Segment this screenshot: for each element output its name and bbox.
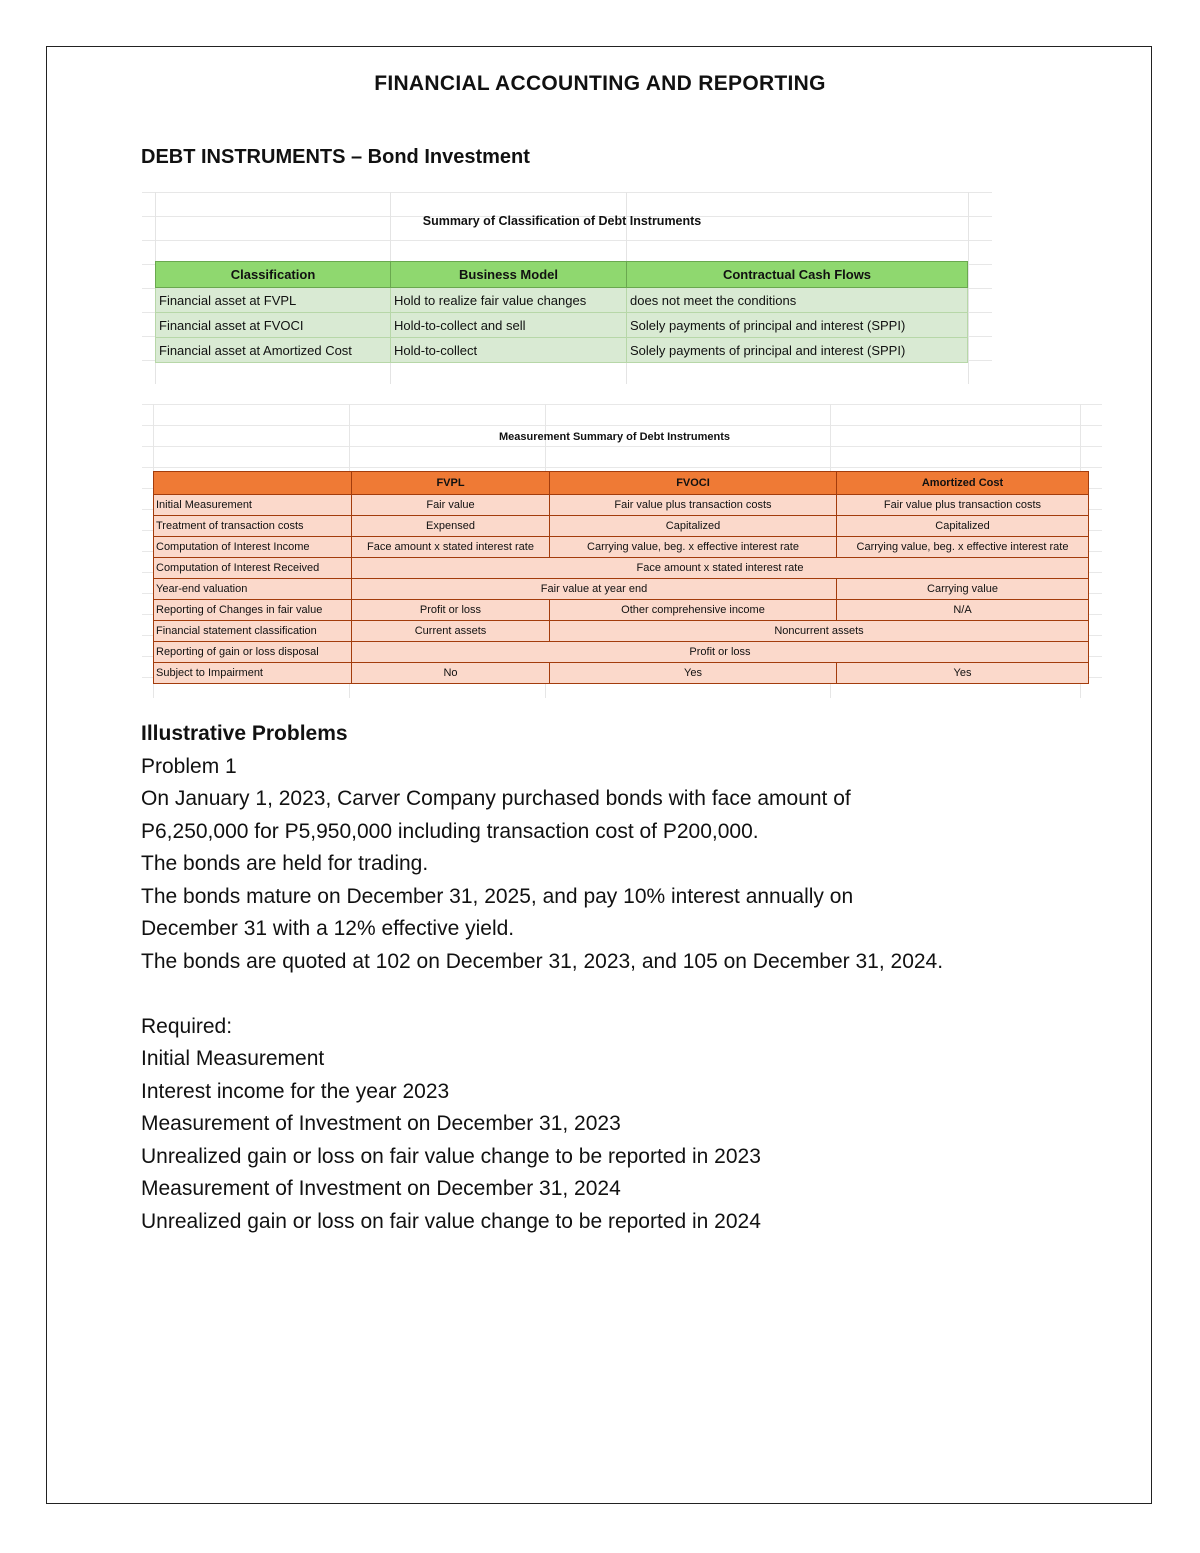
table-cell: No bbox=[352, 663, 550, 684]
classification-caption: Summary of Classification of Debt Instruments bbox=[422, 214, 702, 228]
measurement-sheet bbox=[142, 404, 1102, 698]
table-cell: Current assets bbox=[352, 621, 550, 642]
row-label: Treatment of transaction costs bbox=[154, 516, 352, 537]
table-cell: Face amount x stated interest rate bbox=[352, 558, 1089, 579]
table-row bbox=[154, 558, 1089, 579]
row-label: Reporting of Changes in fair value bbox=[154, 600, 352, 621]
required-item: Initial Measurement bbox=[141, 1047, 325, 1070]
table-cell: Financial asset at FVOCI bbox=[156, 313, 391, 338]
column-header: FVPL bbox=[352, 472, 550, 495]
row-label: Computation of Interest Received bbox=[154, 558, 352, 579]
table-row bbox=[154, 537, 1089, 558]
table-cell: Capitalized bbox=[550, 516, 837, 537]
row-label: Reporting of gain or loss disposal bbox=[154, 642, 352, 663]
problem-line: On January 1, 2023, Carver Company purchased bonds with face amount of bbox=[141, 787, 851, 810]
table-cell: Financial asset at Amortized Cost bbox=[156, 338, 391, 363]
column-header: Amortized Cost bbox=[837, 472, 1089, 495]
problem-line: December 31 with a 12% effective yield. bbox=[141, 917, 515, 940]
table-row bbox=[154, 495, 1089, 516]
problem-line: The bonds mature on December 31, 2025, and pay 10% interest annually on bbox=[141, 884, 854, 908]
column-header bbox=[154, 472, 352, 495]
row-label: Subject to Impairment bbox=[154, 663, 352, 684]
table-row bbox=[154, 642, 1089, 663]
required-item: Unrealized gain or loss on fair value change to be reported in 2024 bbox=[141, 1209, 761, 1233]
column-header: Classification bbox=[156, 262, 391, 288]
table-row bbox=[156, 338, 968, 363]
measurement-table bbox=[153, 471, 1089, 684]
table-cell: Profit or loss bbox=[352, 642, 1089, 663]
table-cell: Solely payments of principal and interest (SPPI) bbox=[627, 338, 968, 363]
table-cell: Capitalized bbox=[837, 516, 1089, 537]
problems-heading: Illustrative Problems bbox=[141, 722, 348, 745]
table-cell: N/A bbox=[837, 600, 1089, 621]
classification-table bbox=[155, 261, 968, 363]
required-item: Measurement of Investment on December 31, 2024 bbox=[141, 1177, 621, 1200]
column-header: Contractual Cash Flows bbox=[627, 262, 968, 288]
required-label: Required: bbox=[141, 1014, 233, 1038]
table-cell: Hold-to-collect bbox=[391, 338, 627, 363]
column-header: FVOCI bbox=[550, 472, 837, 495]
table-cell: Fair value plus transaction costs bbox=[837, 495, 1089, 516]
table-row bbox=[154, 600, 1089, 621]
table-cell: Carrying value, beg. x effective interest rate bbox=[837, 537, 1089, 558]
column-header: Business Model bbox=[391, 262, 627, 288]
table-cell: Fair value plus transaction costs bbox=[550, 495, 837, 516]
table-cell: Fair value bbox=[352, 495, 550, 516]
table-row bbox=[154, 663, 1089, 684]
required-item: Unrealized gain or loss on fair value change to be reported in 2023 bbox=[141, 1144, 761, 1168]
table-cell: Noncurrent assets bbox=[550, 621, 1089, 642]
table-row bbox=[154, 516, 1089, 537]
table-cell: Hold-to-collect and sell bbox=[391, 313, 627, 338]
table-cell: Hold to realize fair value changes bbox=[391, 288, 627, 313]
table-cell: Face amount x stated interest rate bbox=[352, 537, 550, 558]
row-label: Computation of Interest Income bbox=[154, 537, 352, 558]
problem-line: The bonds are held for trading. bbox=[141, 852, 429, 875]
table-cell: Other comprehensive income bbox=[550, 600, 837, 621]
problem-line: The bonds are quoted at 102 on December 31, 2023, and 105 on December 31, 2024. bbox=[141, 949, 944, 973]
classification-sheet bbox=[142, 192, 992, 384]
required-item: Interest income for the year 2023 bbox=[141, 1079, 450, 1103]
table-cell: Solely payments of principal and interest (SPPI) bbox=[627, 313, 968, 338]
table-cell: Yes bbox=[550, 663, 837, 684]
table-cell: Yes bbox=[837, 663, 1089, 684]
table-row bbox=[154, 621, 1089, 642]
problem-label: Problem 1 bbox=[141, 754, 237, 778]
table-cell: does not meet the conditions bbox=[627, 288, 968, 313]
table-cell: Fair value at year end bbox=[352, 579, 837, 600]
table-cell: Carrying value bbox=[837, 579, 1089, 600]
required-item: Measurement of Investment on December 31, 2023 bbox=[141, 1112, 621, 1135]
table-cell: Profit or loss bbox=[352, 600, 550, 621]
table-cell: Financial asset at FVPL bbox=[156, 288, 391, 313]
row-label: Initial Measurement bbox=[154, 495, 352, 516]
section-title: DEBT INSTRUMENTS – Bond Investment bbox=[141, 146, 530, 168]
row-label: Financial statement classification bbox=[154, 621, 352, 642]
measurement-caption: Measurement Summary of Debt Instruments bbox=[498, 431, 731, 443]
table-row bbox=[156, 288, 968, 313]
table-row bbox=[154, 579, 1089, 600]
table-row bbox=[156, 313, 968, 338]
table-cell: Expensed bbox=[352, 516, 550, 537]
table-cell: Carrying value, beg. x effective interest rate bbox=[550, 537, 837, 558]
problem-line: P6,250,000 for P5,950,000 including transaction cost of P200,000. bbox=[141, 819, 759, 843]
illustrative-problems bbox=[141, 718, 943, 1238]
row-label: Year-end valuation bbox=[154, 579, 352, 600]
document-title: FINANCIAL ACCOUNTING AND REPORTING bbox=[374, 72, 826, 95]
